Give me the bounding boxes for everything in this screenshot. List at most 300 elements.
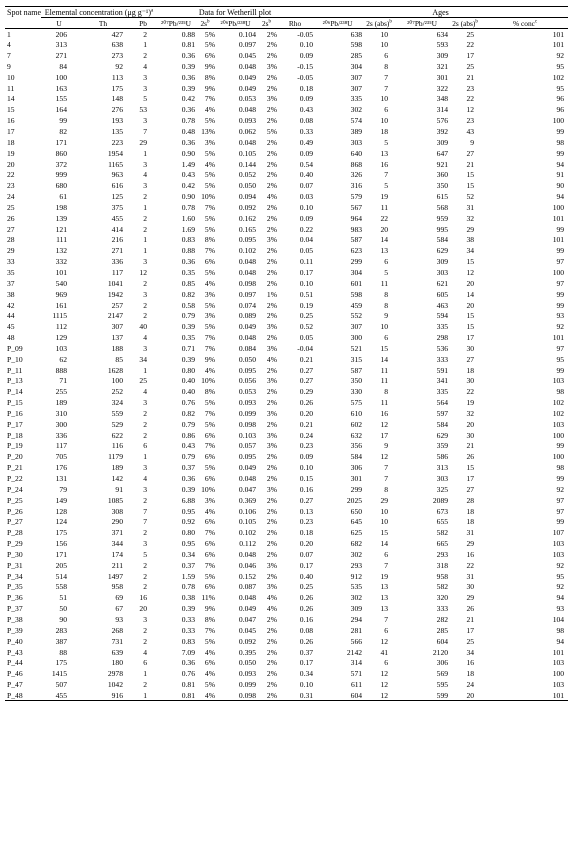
- pb206-u238-2s-cell: 2%: [266, 647, 278, 657]
- age206-cell: 2142: [346, 647, 363, 657]
- pb206-u238-2s-header: $2s^b$: [256, 18, 277, 29]
- table-row: [5, 473, 568, 484]
- pb207-u235-2s-cell: 7%: [204, 441, 216, 451]
- table-row: [5, 94, 568, 105]
- pb207-u235-cell: 0.39: [181, 354, 196, 364]
- pb206-u238-cell: 0.049: [238, 72, 257, 82]
- pb-cell: 3: [143, 83, 148, 93]
- pb-cell: 2: [143, 528, 148, 538]
- age207-2s-cell: 30: [466, 343, 475, 353]
- age207-cell: 306: [436, 658, 449, 668]
- th-cell: 117: [111, 267, 123, 277]
- th-cell: 180: [111, 658, 123, 668]
- table-row: [5, 39, 568, 50]
- age206-cell: 598: [350, 289, 363, 299]
- u-cell: 62: [59, 354, 67, 364]
- rho-cell: 0.27: [299, 376, 314, 386]
- table-row: [5, 603, 568, 614]
- conc-cell: 99: [556, 365, 565, 375]
- pb207-u235-cell: 0.80: [181, 365, 196, 375]
- age207-2s-cell: 19: [466, 398, 475, 408]
- pb206-u238-2s-cell: 2%: [266, 452, 278, 462]
- age207-cell: 564: [436, 398, 449, 408]
- age207-cell: 582: [436, 582, 449, 592]
- age207-2s-cell: 27: [466, 148, 475, 158]
- pb207-u235-2s-cell: 5%: [204, 116, 216, 126]
- rho-cell: -0.15: [297, 61, 314, 71]
- pb206-u238-2s-cell: 2%: [266, 528, 278, 538]
- spot-name-cell: 44: [7, 311, 15, 321]
- age207-2s-cell: 52: [466, 192, 475, 202]
- pb-cell: 2: [143, 278, 148, 288]
- age206-cell: 650: [350, 506, 363, 516]
- age207-cell: 569: [436, 669, 449, 679]
- pb207-u235-cell: 0.42: [181, 94, 196, 104]
- wetherill-plot-header: Data for Wetherill plot: [157, 7, 313, 18]
- pb-cell: 16: [139, 593, 148, 603]
- age207-2s-cell: 22: [466, 94, 475, 104]
- conc-cell: 92: [556, 582, 565, 592]
- rho-cell: 0.11: [300, 257, 314, 267]
- age-pb206-u238-header: ²⁰⁶Pb/²³⁸U: [313, 18, 362, 29]
- pb-cell: 7: [143, 506, 148, 516]
- age206-2s-cell: 6: [384, 625, 389, 635]
- table-row: [5, 235, 568, 246]
- pb207-u235-cell: 0.48: [181, 127, 196, 137]
- spot-name-cell: 1: [7, 29, 11, 39]
- table-row: [5, 83, 568, 94]
- age207-cell: 333: [436, 354, 449, 364]
- table-row: [5, 636, 568, 647]
- conc-cell: 101: [552, 40, 565, 50]
- age207-2s-cell: 34: [466, 246, 475, 256]
- th-cell: 336: [111, 257, 123, 267]
- age206-cell: 303: [350, 137, 363, 147]
- pb206-u238-2s-cell: 2%: [266, 387, 278, 397]
- table-row: [5, 484, 568, 495]
- rho-cell: 0.26: [299, 636, 314, 646]
- table-row: [5, 354, 568, 365]
- age207-2s-cell: 12: [466, 105, 475, 115]
- rho-header: Rho: [277, 18, 313, 29]
- conc-cell: 101: [552, 29, 565, 39]
- spot-name-cell: P_26: [7, 506, 23, 516]
- u-cell: 156: [55, 539, 67, 549]
- spot-name-cell: 25: [7, 202, 15, 212]
- pb206-u238-2s-cell: 2%: [266, 300, 278, 310]
- pb206-u238-cell: 0.062: [238, 127, 257, 137]
- age206-cell: 285: [350, 51, 363, 61]
- spot-name-cell: P_35: [7, 582, 23, 592]
- pb207-u235-2s-cell: 7%: [204, 560, 216, 570]
- age207-cell: 665: [436, 539, 449, 549]
- pb207-u235-cell: 0.71: [181, 343, 196, 353]
- pb206-u238-2s-cell: 2%: [266, 148, 278, 158]
- pb207-u235-cell: 0.79: [181, 452, 196, 462]
- pb206-u238-cell: 0.106: [238, 506, 257, 516]
- u-cell: 163: [55, 83, 67, 93]
- th-cell: 1042: [107, 680, 123, 690]
- pb207-u235-2s-cell: 5%: [204, 680, 216, 690]
- age207-2s-cell: 20: [466, 278, 475, 288]
- pb-cell: 6: [143, 441, 148, 451]
- table-row: [5, 679, 568, 690]
- th-cell: 148: [111, 94, 123, 104]
- th-cell: 1942: [107, 289, 123, 299]
- pb206-u238-cell: 0.162: [238, 213, 257, 223]
- age206-cell: 294: [350, 614, 363, 624]
- u-cell: 271: [55, 51, 67, 61]
- age206-cell: 868: [350, 159, 363, 169]
- pb207-u235-2s-cell: 10%: [201, 376, 216, 386]
- spot-name-cell: 7: [7, 51, 11, 61]
- rho-cell: 0.25: [299, 582, 314, 592]
- pb207-u235-cell: 0.83: [181, 235, 196, 245]
- u-cell: 128: [55, 506, 67, 516]
- age206-2s-cell: 13: [380, 246, 389, 256]
- rho-cell: 0.15: [299, 474, 314, 484]
- pb207-u235-2s-cell: 5%: [204, 29, 216, 39]
- pb207-u235-cell: 0.81: [181, 40, 196, 50]
- spot-name-cell: P_09: [7, 343, 23, 353]
- age206-2s-cell: 10: [380, 40, 389, 50]
- u-cell: 999: [55, 170, 67, 180]
- age207-cell: 586: [436, 452, 449, 462]
- rho-cell: 0.17: [299, 267, 314, 277]
- conc-cell: 103: [552, 376, 565, 386]
- age207-cell: 341: [436, 376, 449, 386]
- age207-cell: 309: [436, 51, 449, 61]
- rho-cell: 0.33: [299, 127, 314, 137]
- rho-cell: 0.54: [299, 159, 314, 169]
- age206-2s-cell: 20: [380, 224, 389, 234]
- th-cell: 276: [111, 105, 123, 115]
- conc-cell: 95: [556, 83, 565, 93]
- age207-cell: 325: [436, 484, 449, 494]
- age207-2s-cell: 32: [466, 408, 475, 418]
- pb207-u235-cell: 1.69: [181, 224, 196, 234]
- table-row: [5, 256, 568, 267]
- pb207-u235-2s-cell: 5%: [204, 170, 216, 180]
- age207-cell: 673: [436, 506, 449, 516]
- age206-2s-cell: 6: [384, 51, 389, 61]
- age207-2s-cell: 26: [466, 604, 475, 614]
- pb206-u238-cell: 0.102: [238, 246, 257, 256]
- age207-cell: 335: [436, 322, 449, 332]
- pb207-u235-2s-cell: 5%: [204, 213, 216, 223]
- pb207-u235-cell: 0.39: [181, 604, 196, 614]
- pb-cell: 1: [143, 202, 148, 212]
- spot-name-cell: 18: [7, 137, 15, 147]
- table-row: [5, 625, 568, 636]
- age207-cell: 921: [436, 159, 449, 169]
- age207-cell: 392: [436, 127, 449, 137]
- age207-2s-cell: 18: [466, 669, 475, 679]
- age206-cell: 601: [350, 278, 363, 288]
- age207-cell: 591: [436, 365, 449, 375]
- spot-name-cell: 11: [7, 83, 15, 93]
- table-row: [5, 126, 568, 137]
- pb206-u238-cell: 0.395: [238, 647, 257, 657]
- pb207-u235-cell: 0.36: [181, 105, 196, 115]
- rho-cell: 0.43: [299, 105, 314, 115]
- spot-name-header: Spot name: [5, 7, 41, 29]
- u-cell: 705: [55, 452, 67, 462]
- rho-cell: 0.26: [299, 593, 314, 603]
- age206-2s-cell: 29: [380, 495, 389, 505]
- age207-2s-cell: 27: [466, 354, 475, 364]
- age206-2s-cell: 7: [384, 614, 389, 624]
- u-cell: 860: [55, 148, 67, 158]
- age206-2s-cell: 6: [384, 549, 389, 559]
- age206-2s-cell: 10: [380, 506, 389, 516]
- age207-cell: 298: [436, 333, 449, 343]
- pb-cell: 1: [143, 246, 148, 256]
- conc-cell: 103: [552, 658, 565, 668]
- pb207-u235-2s-cell: 9%: [204, 604, 216, 614]
- pb-cell: 2: [143, 636, 148, 646]
- th-cell: 731: [111, 636, 123, 646]
- pb-cell: 2: [143, 625, 148, 635]
- rho-cell: 0.49: [299, 137, 314, 147]
- age206-2s-cell: 16: [380, 159, 389, 169]
- pb206-u238-cell: 0.084: [238, 343, 257, 353]
- age207-cell: 314: [436, 105, 449, 115]
- age206-cell: 640: [350, 148, 363, 158]
- age206-2s-cell: 8: [384, 289, 389, 299]
- pb206-u238-cell: 0.052: [238, 170, 257, 180]
- spot-name-cell: 9: [7, 61, 11, 71]
- spot-name-cell: 28: [7, 235, 15, 245]
- pb207-u235-cell: 0.81: [181, 680, 196, 690]
- age206-2s-cell: 14: [380, 539, 389, 549]
- spot-name-cell: P_24: [7, 484, 23, 494]
- age207-2s-cell: 16: [466, 658, 475, 668]
- rho-cell: 0.03: [299, 192, 314, 202]
- age207-cell: 568: [436, 202, 449, 212]
- age207-cell: 309: [436, 137, 449, 147]
- age206-cell: 314: [350, 658, 363, 668]
- pb-cell: 7: [143, 127, 148, 137]
- spot-name-cell: 17: [7, 127, 15, 137]
- pb206-u238-cell: 0.097: [238, 289, 257, 299]
- pb206-u238-2s-cell: 2%: [266, 474, 278, 484]
- u-cell: 90: [59, 614, 67, 624]
- conc-cell: 101: [552, 235, 565, 245]
- conc-cell: 97: [556, 495, 565, 505]
- age206-2s-cell: 15: [380, 343, 389, 353]
- age207-cell: 959: [436, 213, 449, 223]
- th-cell: 1954: [107, 148, 123, 158]
- spot-name-cell: 33: [7, 257, 15, 267]
- pb206-u238-2s-cell: 2%: [266, 311, 278, 321]
- pb206-u238-2s-cell: 2%: [266, 257, 278, 267]
- age206-cell: 301: [350, 474, 363, 484]
- pb207-u235-cell: 0.39: [181, 322, 196, 332]
- age207-2s-cell: 31: [466, 571, 475, 581]
- age206-2s-cell: 10: [380, 94, 389, 104]
- pb207-u235-2s-cell: 8%: [204, 72, 216, 82]
- u-cell: 336: [55, 430, 67, 440]
- u-cell: 132: [55, 246, 67, 256]
- th-cell: 174: [111, 549, 123, 559]
- th-cell: 271: [111, 246, 123, 256]
- pb-cell: 25: [139, 376, 148, 386]
- header-row-columns: [5, 18, 568, 29]
- pb206-u238-cell: 0.048: [238, 267, 257, 277]
- pb206-u238-cell: 0.045: [238, 51, 257, 61]
- age207-cell: 584: [436, 235, 449, 245]
- conc-cell: 91: [556, 170, 565, 180]
- pb206-u238-2s-cell: 2%: [266, 267, 278, 277]
- pb206-u238-2s-cell: 2%: [266, 365, 278, 375]
- age207-2s-cell: 18: [466, 517, 475, 527]
- pb206-u238-cell: 0.092: [238, 636, 257, 646]
- spot-name-cell: P_47: [7, 680, 23, 690]
- th-cell: 1628: [107, 365, 123, 375]
- pb206-u238-2s-cell: 2%: [266, 669, 278, 679]
- pb207-u235-2s-cell: 4%: [204, 159, 216, 169]
- conc-cell: 99: [556, 474, 565, 484]
- pb207-u235-cell: 0.82: [181, 408, 196, 418]
- pb-cell: 3: [143, 463, 148, 473]
- table-row: [5, 137, 568, 148]
- u-cell: 558: [55, 582, 67, 592]
- age206-cell: 610: [350, 408, 363, 418]
- rho-cell: 0.19: [299, 300, 314, 310]
- rho-cell: 0.37: [299, 647, 314, 657]
- age207-2s-cell: 20: [466, 300, 475, 310]
- pb207-u235-2s-cell: 7%: [204, 343, 216, 353]
- pb206-u238-2s-cell: 2%: [266, 419, 278, 429]
- age206-2s-cell: 41: [380, 647, 389, 657]
- age206-cell: 299: [350, 484, 363, 494]
- rho-cell: 0.13: [299, 506, 314, 516]
- rho-cell: 0.21: [299, 354, 314, 364]
- pb207-u235-2s-cell: 4%: [204, 278, 216, 288]
- pb-cell: 3: [143, 72, 148, 82]
- age207-cell: 322: [436, 83, 449, 93]
- u-cell: 129: [55, 333, 67, 343]
- age206-cell: 611: [350, 680, 363, 690]
- table-row: [5, 592, 568, 603]
- spot-name-cell: P_28: [7, 528, 23, 538]
- pb207-u235-2s-cell: 5%: [204, 322, 216, 332]
- spot-name-cell: P_44: [7, 658, 23, 668]
- pb206-u238-2s-cell: 1%: [266, 289, 278, 299]
- pb206-u238-cell: 0.048: [238, 474, 257, 484]
- pb207-u235-2s-cell: 4%: [204, 647, 216, 657]
- pb206-u238-2s-cell: 2%: [266, 29, 278, 39]
- rho-cell: 0.07: [299, 181, 314, 191]
- age206-cell: 316: [350, 181, 363, 191]
- pb206-u238-2s-cell: 2%: [266, 51, 278, 61]
- pb-cell: 6: [143, 658, 148, 668]
- age207-cell: 621: [436, 278, 449, 288]
- age206-2s-cell: 8: [384, 300, 389, 310]
- pb206-u238-cell: 0.099: [238, 680, 257, 690]
- age207-2s-cell: 15: [466, 322, 475, 332]
- spot-name-cell: P_25: [7, 495, 23, 505]
- table-body: [5, 29, 568, 701]
- age206-2s-cell: 7: [384, 72, 389, 82]
- pb207-u235-cell: 0.95: [181, 506, 196, 516]
- table-row: [5, 657, 568, 668]
- rho-cell: 0.09: [299, 213, 314, 223]
- pb-cell: 2: [143, 213, 148, 223]
- pb206-u238-cell: 0.152: [238, 571, 257, 581]
- th-cell: 189: [111, 463, 123, 473]
- rho-cell: 0.09: [299, 94, 314, 104]
- pb206-u238-cell: 0.098: [238, 419, 257, 429]
- age207-cell: 320: [436, 593, 449, 603]
- pb207-u235-2s-cell: 4%: [204, 365, 216, 375]
- pb206-u238-cell: 0.102: [238, 528, 257, 538]
- conc-cell: 99: [556, 246, 565, 256]
- th-cell: 216: [111, 235, 123, 245]
- th-cell: 137: [111, 333, 123, 343]
- pb-cell: 1: [143, 365, 148, 375]
- pb207-u235-cell: 0.81: [157, 690, 195, 701]
- u-cell: 387: [55, 636, 67, 646]
- age206-2s-cell: 19: [380, 192, 389, 202]
- th-cell: 639: [111, 647, 123, 657]
- spot-name-cell: 4: [7, 40, 11, 50]
- spot-name-cell: P_27: [7, 517, 23, 527]
- spot-name-cell: P_21: [7, 463, 23, 473]
- table-row: [5, 289, 568, 300]
- pb206-u238-cell: 0.050: [238, 181, 257, 191]
- rho-cell: 0.27: [299, 495, 314, 505]
- age206-2s-cell: 13: [380, 593, 389, 603]
- pb-cell: 3: [143, 539, 148, 549]
- th-cell: 371: [111, 528, 123, 538]
- spot-name-cell: 19: [7, 148, 15, 158]
- table-row: [5, 582, 568, 593]
- u-header: U: [41, 18, 77, 29]
- spot-name-cell: 38: [7, 289, 15, 299]
- age206-cell: 587: [350, 365, 363, 375]
- pb207-u235-cell: 0.86: [181, 430, 196, 440]
- pb-cell: 3: [143, 159, 148, 169]
- pb-cell: 2: [143, 29, 148, 39]
- rho-cell: 0.40: [299, 571, 314, 581]
- conc-cell: 107: [552, 528, 565, 538]
- conc-cell: 104: [552, 614, 565, 624]
- pb206-u238-cell: 0.105: [238, 148, 257, 158]
- table-row: [5, 462, 568, 473]
- pb206-u238-cell: 0.047: [238, 614, 257, 624]
- age206-2s-cell: 5: [384, 137, 389, 147]
- rho-cell: -0.05: [297, 72, 314, 82]
- conc-cell: 97: [556, 257, 565, 267]
- zircon-data-table: [5, 6, 568, 701]
- conc-cell: 99: [556, 224, 565, 234]
- age206-2s-cell: 5: [384, 267, 389, 277]
- rho-cell: 0.08: [299, 625, 314, 635]
- pb207-u235-2s-cell: 5%: [204, 571, 216, 581]
- pb206-u238-2s-cell: 2%: [266, 170, 278, 180]
- age207-2s-cell: 32: [466, 213, 475, 223]
- rho-cell: 0.10: [299, 40, 314, 50]
- pb206-u238-2s-cell: 2%: [266, 463, 278, 473]
- conc-cell: 101: [482, 690, 568, 701]
- pb207-u235-cell: 0.36: [181, 137, 196, 147]
- spot-name-cell: P_48: [5, 690, 41, 701]
- pb207-u235-2s-cell: 3%: [204, 311, 216, 321]
- rho-cell: 0.52: [299, 322, 314, 332]
- rho-cell: 0.16: [299, 614, 314, 624]
